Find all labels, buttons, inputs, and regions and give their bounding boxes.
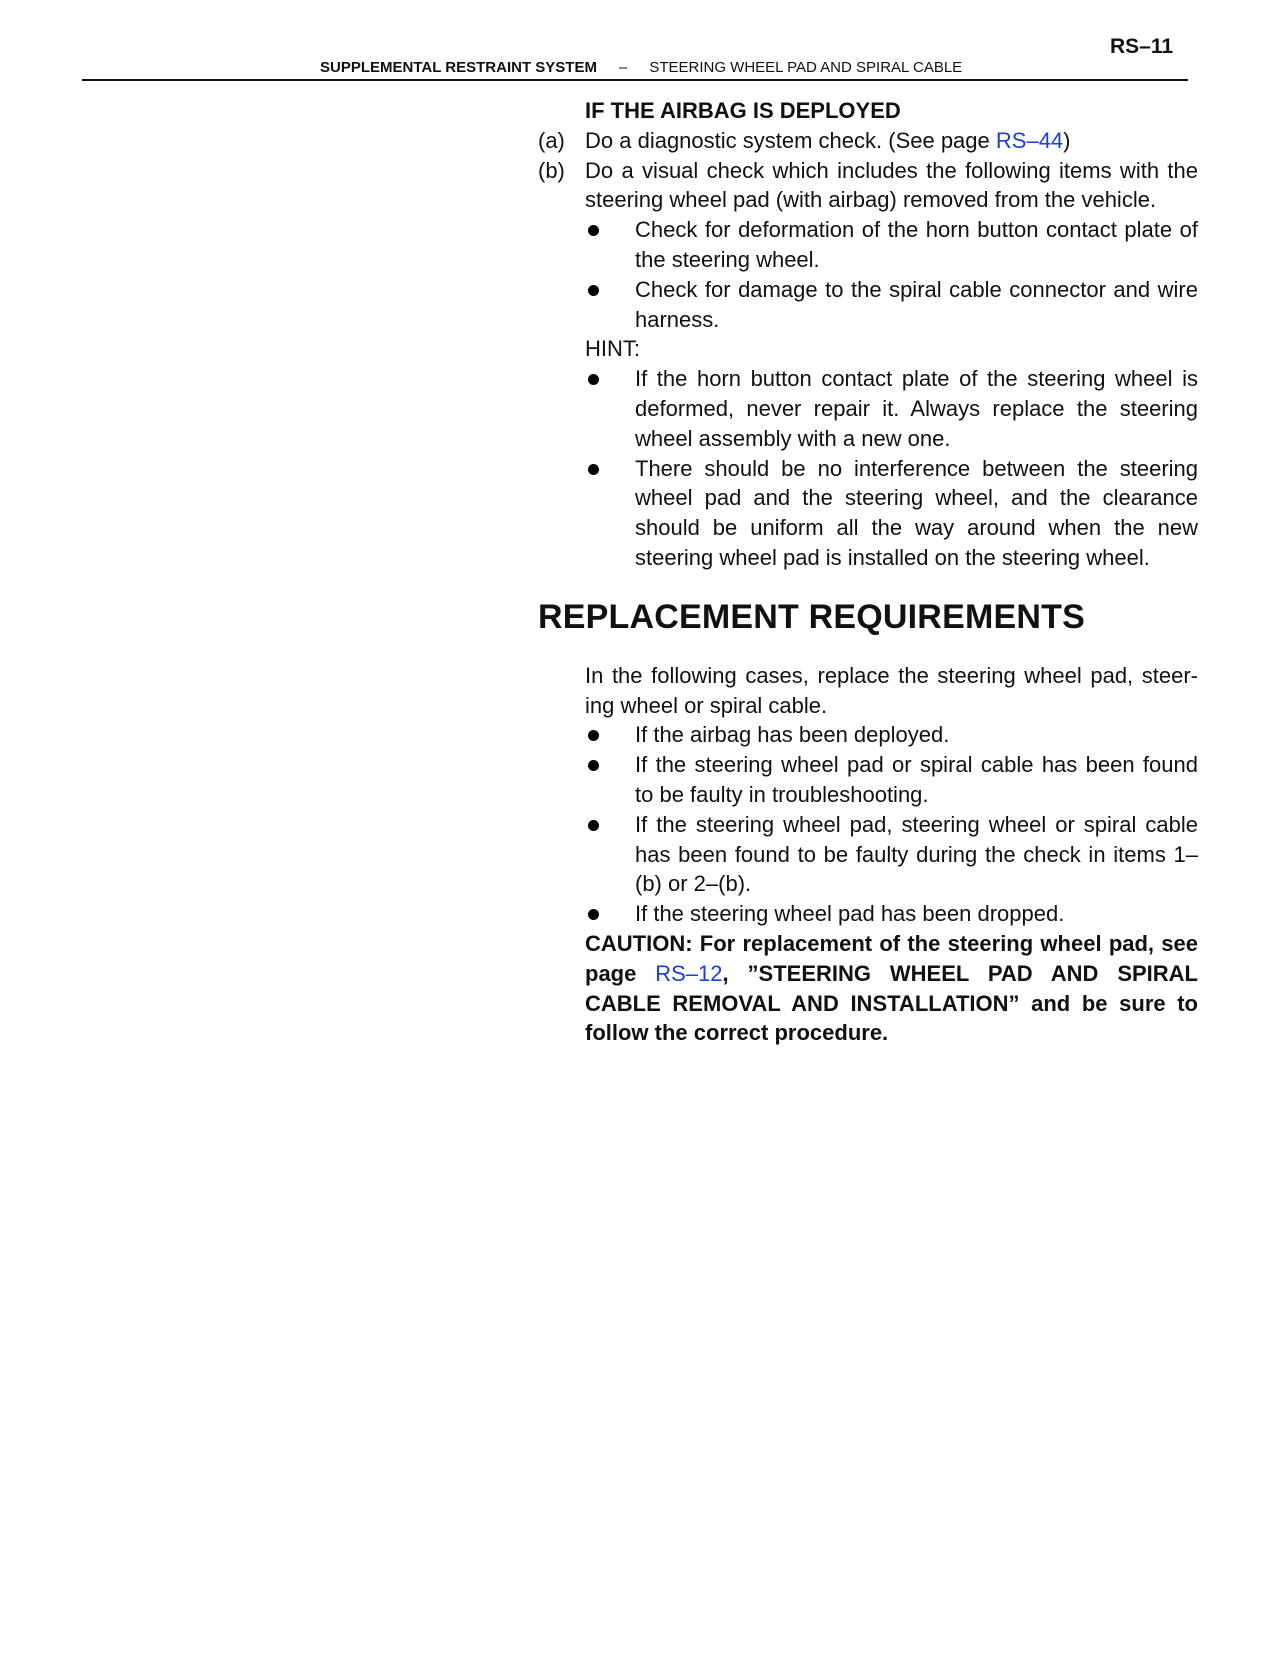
step-b-marker: (b) <box>538 157 565 183</box>
bullet-icon <box>588 760 599 771</box>
header-separator: – <box>618 59 628 76</box>
step-b-text: Do a visual check which includes the following items with the steering wheel pad (with airbag) removed from the vehicle. <box>585 157 1198 213</box>
bullet-icon <box>588 464 599 475</box>
bullet-icon <box>588 374 599 385</box>
header-rule <box>82 79 1188 81</box>
case-item: If the steering wheel pad or spiral cable has been found to be faulty in troubleshooting. <box>538 750 1198 810</box>
page-content <box>538 96 1198 1048</box>
link-rs-12[interactable]: RS–12 <box>655 960 723 986</box>
bullet-icon <box>588 909 599 920</box>
case-item: If the steering wheel pad, steering wheel or spiral cable has been found to be faulty during the check in items 1–(b) or 2–(b). <box>538 810 1198 899</box>
subsection-title: STEERING WHEEL PAD AND SPIRAL CABLE <box>649 59 963 76</box>
page-number: RS–11 <box>1110 35 1174 58</box>
step-a-marker: (a) <box>538 127 565 153</box>
step-b <box>538 156 1198 216</box>
replacement-heading: REPLACEMENT REQUIREMENTS <box>538 597 1085 636</box>
step-a <box>538 126 1198 156</box>
check-item: Check for deformation of the horn button contact plate of the steering wheel. <box>538 215 1198 275</box>
bullet-icon <box>588 820 599 831</box>
hint-label: HINT: <box>585 336 640 362</box>
case-item: If the airbag has been deployed. <box>538 720 1198 750</box>
replacement-intro: In the following cases, replace the steering wheel pad, steer-ing wheel or spiral cable. <box>585 662 1198 718</box>
case-item: If the steering wheel pad has been dropped. <box>538 899 1198 929</box>
check-item: Check for damage to the spiral cable connector and wire harness. <box>538 275 1198 335</box>
caution-note: CAUTION: For replacement of the steering wheel pad, see page RS–12, ”STEERING WHEEL PAD AND SPIRAL CABLE REMOVAL AND INSTALLATION” and be sure to follow the correct procedure. <box>585 930 1198 1046</box>
step-a-text: Do a diagnostic system check. (See page RS–44) <box>585 127 1071 153</box>
deployed-heading: IF THE AIRBAG IS DEPLOYED <box>585 98 901 123</box>
bullet-icon <box>588 285 599 296</box>
running-header <box>320 58 962 78</box>
bullet-icon <box>588 225 599 236</box>
hint-item: If the horn button contact plate of the steering wheel is deformed, never repair it. Always replace the steering wheel assembly with a new one. <box>538 364 1198 453</box>
hint-item: There should be no interference between the steering wheel pad and the steering wheel, and the clearance should be uniform all the way around when the new steering wheel pad is installed on the steering wheel. <box>538 454 1198 573</box>
bullet-icon <box>588 730 599 741</box>
section-title: SUPPLEMENTAL RESTRAINT SYSTEM <box>320 59 597 76</box>
link-rs-44[interactable]: RS–44 <box>995 127 1064 153</box>
